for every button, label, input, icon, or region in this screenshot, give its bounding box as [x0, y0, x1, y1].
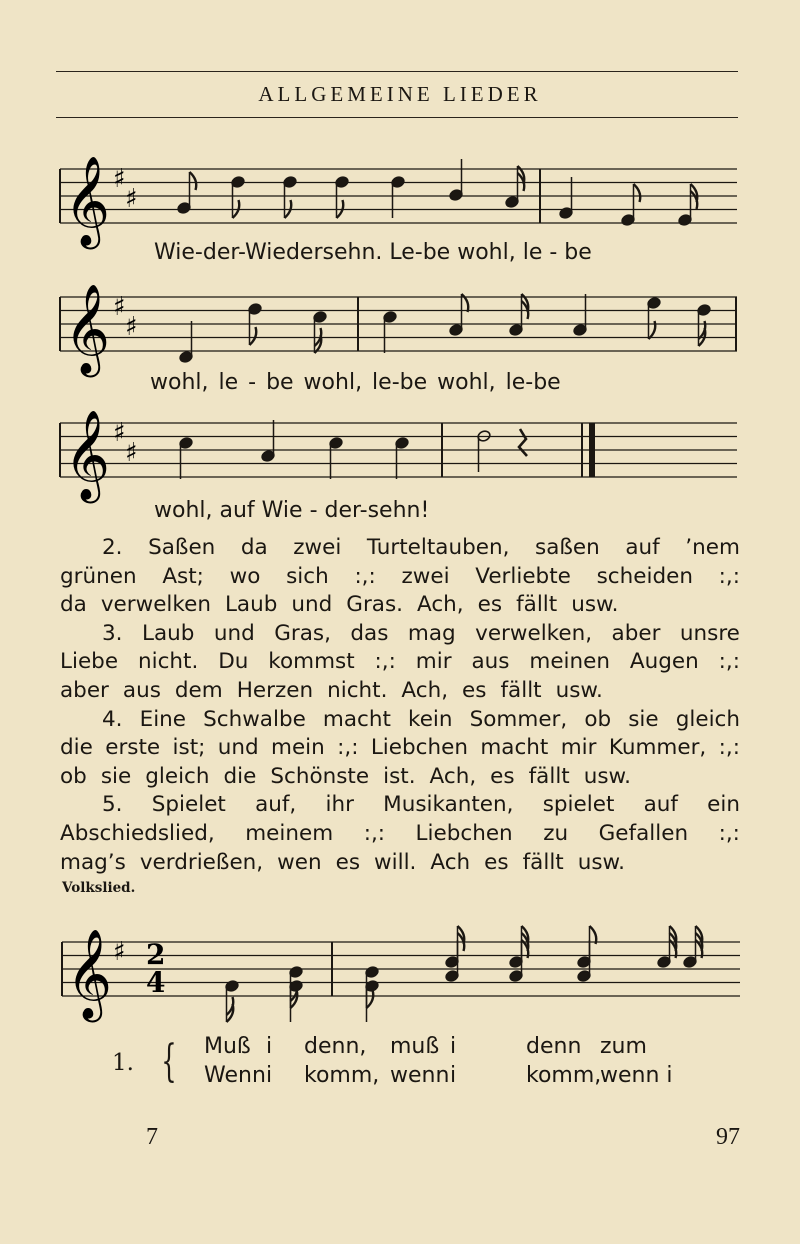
lyr2a-word: i [450, 1034, 457, 1059]
verse-4-line-2: die erste ist; und mein :,: Liebchen macht mir Kummer, :,: [60, 735, 740, 761]
verse-number: 1. [112, 1050, 134, 1076]
verse-3-line-1: 3. Laub und Gras, das mag verwelken, aber unsre [102, 620, 740, 646]
verse-2-line-3: da verwelken Laub und Gras. Ach, es fällt usw. [60, 592, 619, 618]
lyr2b-word: i [266, 1063, 273, 1088]
page-number-right: 97 [716, 1124, 740, 1150]
lyr2a-word: denn [526, 1034, 582, 1059]
lyr2a-word: Muß [204, 1034, 251, 1059]
lyr2a-word: i [266, 1034, 273, 1059]
treble-clef-icon: 𝄞 [66, 929, 113, 1019]
treble-clef-icon: 𝄞 [64, 284, 111, 374]
verse-5-line-2: Abschiedslied, meinem :,: Liebchen zu Gefallen :,: [60, 820, 740, 846]
lyr2b-word: i [450, 1063, 457, 1088]
page-header: ALLGEMEINE LIEDER [258, 82, 542, 106]
page-number-left: 7 [146, 1124, 158, 1150]
lyr2a-word: muß [390, 1034, 440, 1059]
verse-3-line-3: aber aus dem Herzen nicht. Ach, es fällt usw. [60, 677, 603, 703]
note-flag [590, 926, 597, 944]
song-source: Volkslied. [62, 880, 136, 896]
sharp-icon: ♯ [113, 418, 126, 448]
verse-2-line-1: 2. Saßen da zwei Turteltauben, saßen auf ’nem [102, 535, 740, 560]
note-flag [367, 990, 374, 1008]
treble-clef-icon: 𝄞 [64, 410, 111, 500]
verse-3-line-2: Liebe nicht. Du kommst :,: mir aus meinen Augen :,: [60, 649, 740, 675]
sharp-icon: ♯ [125, 438, 138, 468]
treble-clef-icon: 𝄞 [64, 156, 111, 246]
lyr2b-word: Wenn [204, 1063, 266, 1088]
verse-4-line-1: 4. Eine Schwalbe macht kein Sommer, ob sie gleich [102, 706, 740, 732]
note-flag [634, 184, 641, 202]
lyr2b-word: wenn [390, 1063, 450, 1088]
lyr2b-word: komm, [304, 1063, 380, 1088]
sharp-icon: ♯ [113, 937, 126, 967]
lyric-line-3: wohl, auf Wie - der-sehn! [154, 498, 430, 523]
lyr2b-word: wenn i [600, 1063, 673, 1088]
lyr2b-word: komm, [526, 1063, 602, 1088]
verse-block [60, 534, 740, 877]
time-signature-bottom: 4 [146, 966, 166, 999]
verse-2-line-2: grünen Ast; wo sich :,: zwei Verliebte scheiden :,: [60, 563, 740, 589]
sharp-icon: ♯ [113, 164, 126, 194]
time-signature-top: 2 [146, 938, 166, 971]
note-flag [250, 327, 257, 345]
lyric-line-1: Wie-der-Wiedersehn. Le-be wohl, le - be [154, 240, 592, 265]
verse-brace: { [161, 1036, 177, 1087]
note-flag [190, 172, 197, 190]
verse-4-line-3: ob sie gleich die Schönste ist. Ach, es fällt usw. [60, 763, 632, 789]
sharp-icon: ♯ [125, 184, 138, 214]
lyr2a-word: zum [600, 1034, 647, 1059]
lyric-line-2: wohl, le - be wohl, le-be wohl, le-be [150, 370, 561, 395]
rest-icon [519, 429, 527, 456]
verse-5-line-1: 5. Spielet auf, ihr Musikanten, spielet auf ein [102, 792, 740, 818]
sharp-icon: ♯ [113, 292, 126, 322]
sharp-icon: ♯ [125, 312, 138, 342]
lyr2a-word: denn, [304, 1034, 367, 1059]
verse-5-line-3: mag’s verdrießen, wen es will. Ach es fällt usw. [60, 849, 626, 875]
